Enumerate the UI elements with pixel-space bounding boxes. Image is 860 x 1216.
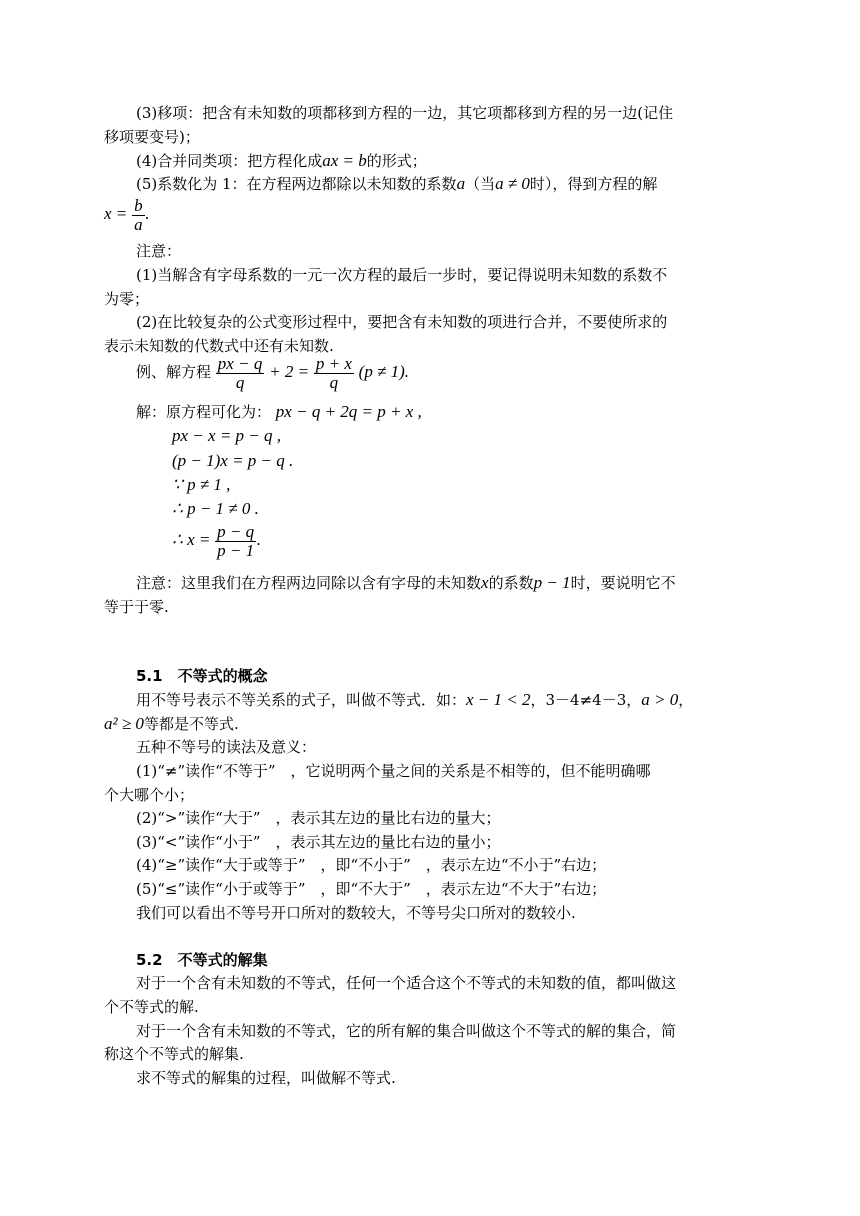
sec51-para-1 <box>136 690 796 710</box>
step-5-x: x = <box>104 204 128 223</box>
sec51-item-1-line-1: (1)“≠”读作“不等于” ，它说明两个量之间的关系是不相等的，但不能明确哪 <box>136 762 651 780</box>
sec51-p1-math-b: x − 1 < 2 <box>466 690 531 709</box>
sec51-item-5: (5)“≤”读作“小于或等于” ，即“不大于” ，表示左边“不大于”右边； <box>136 880 607 898</box>
example-condition: (p ≠ 1). <box>358 362 410 381</box>
step-5-coef-a: a <box>456 174 466 193</box>
example-equation <box>136 352 796 392</box>
step-5-text-a: (5)系数化为 1：在方程两边都除以未知数的系数 <box>136 175 457 193</box>
solution-step-6 <box>172 520 832 560</box>
sec51-item-4: (4)“≥”读作“大于或等于” ，即“不小于” ，表示左边“不小于”右边； <box>136 856 607 874</box>
fraction-numerator: p − q <box>217 521 255 541</box>
solution-step-3-math: (p − 1)x = p − q . <box>172 451 294 470</box>
sec51-item-3: (3)“<”读作“小于” ，表示其左边的量比右边的量小； <box>136 833 501 851</box>
solution-step-3 <box>172 451 832 471</box>
note-1-item-2-line-1: (2)在比较复杂的公式变形过程中，要把含有未知数的项进行合并，不要使所求的 <box>136 313 668 331</box>
solution-step-6-pre: ∴ x = <box>172 530 211 549</box>
step-3-line-1: (3)移项：把含有未知数的项都移到方程的一边，其它项都移到方程的另一边(记住 <box>136 104 674 122</box>
sec51-para-3: 五种不等号的读法及意义： <box>136 738 317 756</box>
solution-step-2-math: px − x = p − q , <box>172 426 282 445</box>
sec52-para-3: 求不等式的解集的过程，叫做解不等式. <box>136 1069 396 1087</box>
sec51-p1-text-a: 用不等号表示不等关系的式子，叫做不等式．如： <box>136 691 467 709</box>
fraction-denominator: q <box>235 372 245 392</box>
solution-step-4 <box>172 475 832 495</box>
note-2-text-e: 时，要说明它不 <box>570 574 676 592</box>
solution-fraction <box>215 523 256 560</box>
step-4 <box>136 151 796 171</box>
example-fraction-2 <box>314 355 354 392</box>
sec51-item-1-line-2: 个大哪个小； <box>104 786 195 804</box>
step-5-period: . <box>144 205 150 223</box>
step-5-condition: a ≠ 0 <box>495 174 530 193</box>
note-1-item-1-line-2: 为零； <box>104 290 150 308</box>
step-4-equation: ax = b <box>322 151 367 170</box>
solution-step-5-math: ∴ p − 1 ≠ 0 . <box>172 499 259 518</box>
step-5-text-c: （当 <box>465 175 496 193</box>
step-4-text: (4)合并同类项：把方程化成 <box>136 152 323 170</box>
note-2-text-a: 注意：这里我们在方程两边同除以含有字母的未知数 <box>136 574 482 592</box>
fraction-denominator: q <box>329 372 339 392</box>
sec51-p1-text-e: ， <box>678 691 694 709</box>
sec51-p1-math-d: a > 0 <box>641 690 679 709</box>
example-label: 例、解方程 <box>136 363 212 381</box>
sec52-para-2-line-2: 称这个不等式的解集. <box>104 1045 244 1063</box>
solution-label: 解：原方程可化为： <box>136 403 272 421</box>
step-5-line-1 <box>136 174 796 194</box>
note-2-line-1 <box>136 573 796 593</box>
sec51-p2-math: a² ≥ 0 <box>104 714 144 733</box>
note-1-title: 注意： <box>136 242 182 260</box>
step-5-fraction <box>132 197 145 234</box>
example-plus-two: + 2 = <box>269 362 310 381</box>
step-4-end: 的形式； <box>366 152 427 170</box>
note-2-line-2: 等于于零. <box>104 598 169 616</box>
fraction-denominator: p − 1 <box>217 540 255 560</box>
fraction-numerator: b <box>134 195 143 215</box>
solution-step-5 <box>172 499 832 519</box>
step-3-line-2: 移项要变号)； <box>104 128 200 146</box>
solution-step-1: px − q + 2q = p + x , <box>275 402 422 421</box>
note-2-coef: p − 1 <box>533 573 571 592</box>
solution-step-6-end: . <box>256 531 261 549</box>
solution-step-2 <box>172 426 832 446</box>
note-1-item-1-line-1: (1)当解含有字母系数的一元一次方程的最后一步时，要记得说明未知数的系数不 <box>136 266 668 284</box>
note-1-item-2-line-2: 表示未知数的代数式中还有未知数. <box>104 337 334 355</box>
note-2-text-c: 的系数 <box>488 574 534 592</box>
sec52-para-2-line-1: 对于一个含有未知数的不等式，它的所有解的集合叫做这个不等式的解的集合，简 <box>136 1022 677 1040</box>
step-5-solution <box>104 196 764 234</box>
fraction-numerator: px − q <box>217 353 263 373</box>
step-5-text-e: 时），得到方程的解 <box>529 175 658 193</box>
example-fraction-1 <box>216 355 265 392</box>
section-5-2-heading: 5.2 不等式的解集 <box>136 951 268 969</box>
note-2-x: x <box>481 573 489 592</box>
sec51-para-4: 我们可以看出不等号开口所对的数较大，不等号尖口所对的数较小. <box>136 904 576 922</box>
sec51-p2-text: 等都是不等式. <box>143 715 239 733</box>
fraction-numerator: p + x <box>315 353 352 373</box>
sec51-para-2 <box>104 714 764 734</box>
fraction-denominator: a <box>134 214 143 234</box>
sec51-item-2: (2)“>”读作“大于” ，表示其左边的量比右边的量大； <box>136 809 501 827</box>
sec52-para-1-line-2: 个不等式的解. <box>104 998 199 1016</box>
solution-line-1 <box>136 402 796 422</box>
sec52-para-1-line-1: 对于一个含有未知数的不等式，任何一个适合这个不等式的未知数的值，都叫做这 <box>136 974 677 992</box>
section-5-1-heading: 5.1 不等式的概念 <box>136 667 268 685</box>
solution-step-4-math: ∵ p ≠ 1 , <box>172 475 231 494</box>
sec51-p1-text-c: ，3－4≠4－3， <box>530 691 642 709</box>
